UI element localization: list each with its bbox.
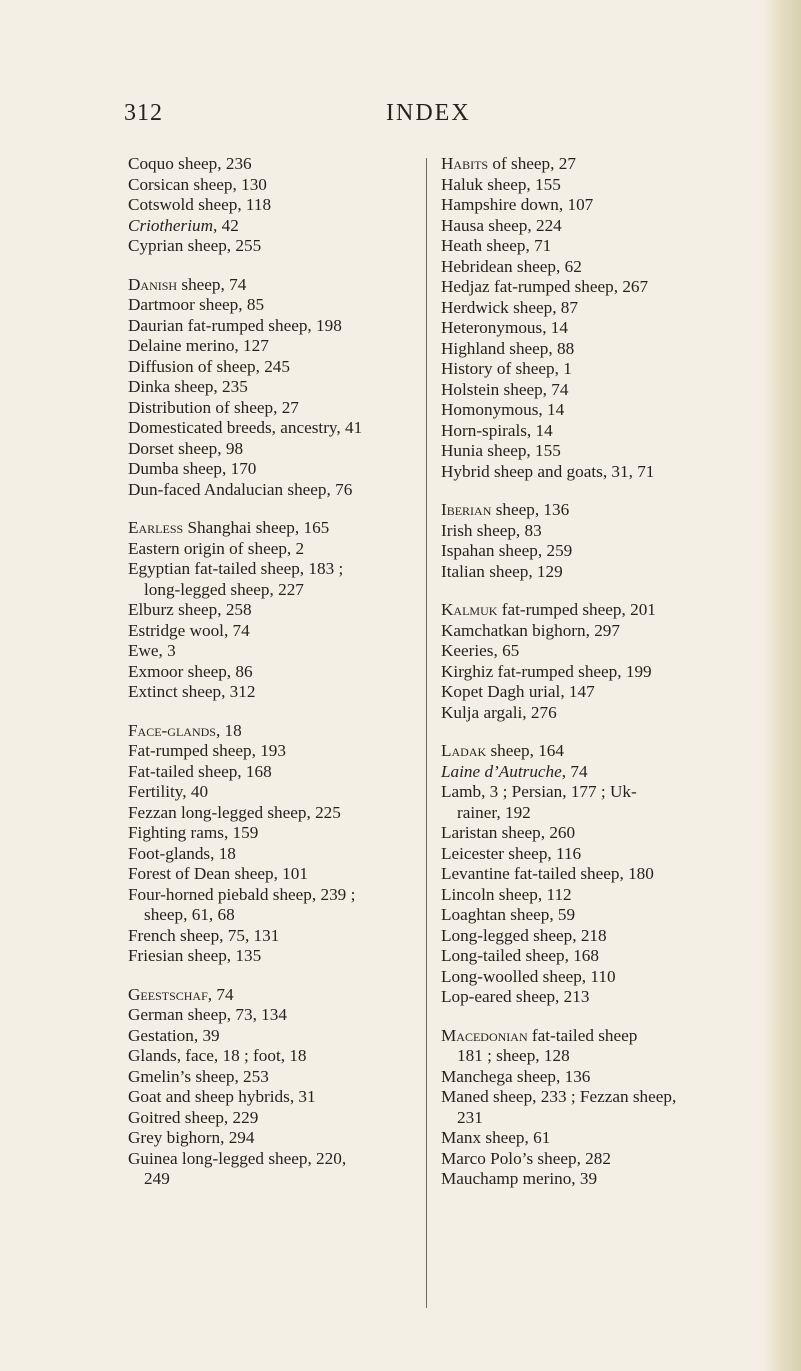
entry-text: Marco Polo’s sheep, 282 — [441, 1148, 611, 1168]
index-entry — [128, 662, 428, 683]
entry-text: Kopet Dagh urial, 147 — [441, 682, 595, 701]
entry-text: Hausa sheep, 224 — [441, 215, 562, 235]
column-divider — [426, 158, 427, 1308]
index-entry — [128, 1067, 428, 1088]
index-entry — [441, 600, 751, 621]
entry-text: Dartmoor sheep, 85 — [128, 295, 265, 314]
entry-text: Heteronymous, 14 — [441, 318, 568, 337]
index-entry — [441, 154, 751, 175]
index-entry — [128, 1005, 428, 1026]
entry-text: , 18 — [215, 720, 242, 740]
index-entry — [441, 421, 751, 442]
index-entry — [441, 987, 751, 1008]
index-entry — [441, 195, 751, 216]
index-entry — [441, 277, 751, 298]
index-letter-group — [128, 275, 428, 501]
entry-text: Eastern origin of sheep, 2 — [128, 538, 305, 558]
entry-text: Delaine merino, 127 — [128, 336, 269, 355]
entry-text: rainer, 192 — [457, 802, 531, 822]
index-entry — [128, 480, 428, 501]
index-entry — [441, 541, 751, 562]
entry-text: Shanghai sheep, 165 — [183, 518, 330, 537]
entry-text: fat-tailed sheep — [527, 1025, 638, 1045]
entry-text: , 74 — [561, 761, 588, 781]
entry-lead-word: Danish — [128, 274, 178, 294]
index-letter-group — [128, 154, 428, 257]
index-entry — [128, 926, 428, 947]
index-entry — [128, 1149, 428, 1170]
index-entry — [441, 400, 751, 421]
index-entry — [441, 641, 751, 662]
entry-text: Levantine fat-tailed sheep, 180 — [441, 864, 654, 883]
index-letter-group — [441, 500, 751, 582]
entry-text: Lamb, 3 ; Persian, 177 ; Uk- — [441, 782, 637, 801]
entry-italic-term: Laine d’Autruche — [441, 761, 562, 781]
entry-text: Kamchatkan bighorn, 297 — [441, 620, 620, 640]
index-entry — [128, 621, 428, 642]
index-entry — [441, 359, 751, 380]
entry-text: Heath sheep, 71 — [441, 236, 552, 255]
entry-text: Homonymous, 14 — [441, 400, 565, 419]
entry-text: Holstein sheep, 74 — [441, 379, 569, 399]
index-entry — [441, 236, 751, 257]
index-entry — [128, 864, 428, 885]
entry-text: sheep, 61, 68 — [144, 905, 235, 924]
index-letter-group — [128, 518, 428, 703]
index-entry — [441, 703, 751, 724]
index-entry-continuation — [441, 803, 751, 824]
entry-text: Maned sheep, 233 ; Fezzan sheep, — [441, 1087, 677, 1106]
entry-text: Laristan sheep, 260 — [441, 823, 576, 842]
index-entry — [441, 1149, 751, 1170]
page-title: INDEX — [386, 100, 471, 126]
entry-text: German sheep, 73, 134 — [128, 1005, 287, 1024]
index-entry — [128, 316, 428, 337]
index-entry — [128, 295, 428, 316]
entry-text: History of sheep, 1 — [441, 359, 572, 378]
index-entry-continuation — [441, 1108, 751, 1129]
entry-text: Fat-rumped sheep, 193 — [128, 741, 286, 760]
index-entry — [128, 1087, 428, 1108]
entry-text: Corsican sheep, 130 — [128, 174, 267, 194]
entry-text: Estridge wool, 74 — [128, 620, 250, 640]
entry-text: Highland sheep, 88 — [441, 338, 575, 358]
entry-lead-word: Earless — [128, 518, 184, 537]
entry-text: Long-woolled sheep, 110 — [441, 966, 616, 986]
entry-text: Leicester sheep, 116 — [441, 843, 582, 863]
index-entry — [128, 946, 428, 967]
entry-text: Grey bighorn, 294 — [128, 1128, 255, 1147]
index-entry — [441, 521, 751, 542]
entry-text: Irish sheep, 83 — [441, 520, 542, 540]
entry-text: Fezzan long-legged sheep, 225 — [128, 802, 341, 822]
entry-text: Dorset sheep, 98 — [128, 438, 244, 458]
entry-text: Daurian fat-rumped sheep, 198 — [128, 315, 342, 335]
index-entry — [128, 518, 428, 539]
entry-text: Cotswold sheep, 118 — [128, 195, 272, 214]
entry-text: Egyptian fat-tailed sheep, 183 ; — [128, 559, 344, 578]
entry-lead-word: Iberian — [441, 500, 492, 519]
index-entry-continuation — [441, 1046, 751, 1067]
entry-text: Goat and sheep hybrids, 31 — [128, 1087, 316, 1106]
index-entry — [128, 195, 428, 216]
entry-text: Manx sheep, 61 — [441, 1128, 551, 1147]
entry-text: Manchega sheep, 136 — [441, 1066, 591, 1086]
index-entry — [128, 721, 428, 742]
index-entry — [128, 682, 428, 703]
index-entry — [441, 441, 751, 462]
entry-text: Italian sheep, 129 — [441, 561, 563, 581]
entry-text: Lincoln sheep, 112 — [441, 884, 572, 904]
entry-lead-word: Kalmuk — [441, 600, 498, 619]
index-entry — [441, 926, 751, 947]
entry-text: sheep, 136 — [491, 500, 570, 519]
entry-text: , 74 — [207, 984, 234, 1004]
index-entry — [441, 298, 751, 319]
entry-text: Fat-tailed sheep, 168 — [128, 761, 272, 781]
entry-text: Horn-spirals, 14 — [441, 420, 553, 440]
index-entry — [128, 1108, 428, 1129]
entry-text: Long-tailed sheep, 168 — [441, 946, 599, 965]
entry-text: sheep, 164 — [486, 741, 564, 760]
entry-text: Diffusion of sheep, 245 — [128, 356, 290, 376]
index-entry — [441, 562, 751, 583]
entry-text: Gestation, 39 — [128, 1025, 220, 1045]
entry-text: Hedjaz fat-rumped sheep, 267 — [441, 277, 649, 296]
page-edge-shadow — [763, 0, 801, 1371]
page-header — [124, 100, 644, 134]
entry-lead-word: Macedonian — [441, 1025, 528, 1045]
entry-text: Kulja argali, 276 — [441, 702, 557, 722]
index-letter-group — [441, 741, 751, 1008]
index-letter-group — [128, 721, 428, 967]
entry-text: 181 ; sheep, 128 — [457, 1046, 570, 1065]
index-column-right — [441, 154, 751, 1208]
index-entry — [128, 236, 428, 257]
entry-text: Herdwick sheep, 87 — [441, 297, 578, 317]
entry-text: 249 — [144, 1169, 170, 1188]
entry-text: , 42 — [213, 215, 239, 235]
entry-text: Dinka sheep, 235 — [128, 377, 248, 396]
index-entry — [128, 600, 428, 621]
index-entry — [128, 1026, 428, 1047]
index-entry — [441, 216, 751, 237]
entry-lead-word: Face-glands — [128, 720, 216, 740]
entry-lead-word: Habits — [441, 154, 489, 173]
index-entry — [128, 1128, 428, 1149]
entry-text: Friesian sheep, 135 — [128, 946, 262, 965]
index-entry — [441, 380, 751, 401]
index-entry — [128, 782, 428, 803]
entry-text: Cyprian sheep, 255 — [128, 236, 262, 255]
index-entry — [128, 175, 428, 196]
index-entry — [128, 357, 428, 378]
index-letter-group — [441, 154, 751, 482]
index-entry — [128, 418, 428, 439]
index-entry — [441, 339, 751, 360]
index-entry — [441, 823, 751, 844]
index-entry — [128, 823, 428, 844]
entry-text: long-legged sheep, 227 — [144, 579, 304, 599]
entry-text: Loaghtan sheep, 59 — [441, 905, 576, 924]
index-entry — [441, 682, 751, 703]
index-entry — [441, 905, 751, 926]
entry-text: Fertility, 40 — [128, 782, 209, 801]
entry-text: sheep, 74 — [177, 274, 247, 294]
entry-text: Coquo sheep, 236 — [128, 154, 252, 173]
entry-text: Keeries, 65 — [441, 641, 520, 660]
index-entry — [441, 782, 751, 803]
index-entry — [128, 154, 428, 175]
entry-lead-word: Geestschaf — [128, 984, 208, 1004]
entry-text: Distribution of sheep, 27 — [128, 397, 299, 417]
index-entry — [128, 762, 428, 783]
index-entry — [128, 275, 428, 296]
entry-text: Hebridean sheep, 62 — [441, 256, 582, 276]
index-entry — [128, 559, 428, 580]
entry-text: French sheep, 75, 131 — [128, 925, 280, 945]
index-entry — [441, 946, 751, 967]
entry-text: Haluk sheep, 155 — [441, 174, 561, 194]
page-number: 312 — [124, 100, 163, 126]
entry-text: Guinea long-legged sheep, 220, — [128, 1148, 347, 1168]
entry-text: Dun-faced Andalucian sheep, 76 — [128, 479, 353, 499]
index-entry — [128, 741, 428, 762]
entry-text: Extinct sheep, 312 — [128, 682, 256, 701]
index-entry — [128, 336, 428, 357]
index-entry — [441, 318, 751, 339]
index-entry — [128, 398, 428, 419]
entry-text: fat-rumped sheep, 201 — [497, 600, 656, 619]
entry-text: Kirghiz fat-rumped sheep, 199 — [441, 661, 652, 681]
entry-text: 231 — [457, 1107, 483, 1127]
entry-text: Long-legged sheep, 218 — [441, 925, 607, 945]
index-entry — [441, 1087, 751, 1108]
index-entry — [128, 216, 428, 237]
entry-text: Elburz sheep, 258 — [128, 600, 252, 619]
index-entry — [441, 1169, 751, 1190]
index-entry — [128, 885, 428, 906]
index-entry — [441, 621, 751, 642]
index-entry — [441, 500, 751, 521]
index-entry — [128, 803, 428, 824]
index-entry — [441, 864, 751, 885]
index-entry — [441, 762, 751, 783]
index-entry — [128, 377, 428, 398]
entry-text: Ewe, 3 — [128, 641, 176, 660]
entry-lead-word: Ladak — [441, 741, 487, 760]
entry-text: Domesticated breeds, ancestry, 41 — [128, 418, 363, 437]
index-entry — [441, 844, 751, 865]
entry-text: Lop-eared sheep, 213 — [441, 987, 590, 1006]
entry-text: Dumba sheep, 170 — [128, 459, 257, 478]
index-entry — [441, 1026, 751, 1047]
entry-text: Fighting rams, 159 — [128, 823, 259, 842]
index-entry-continuation — [128, 1169, 428, 1190]
index-entry — [128, 641, 428, 662]
entry-text: Ispahan sheep, 259 — [441, 541, 573, 560]
entry-text: Hybrid sheep and goats, 31, 71 — [441, 461, 655, 481]
entry-text: Four-horned piebald sheep, 239 ; — [128, 884, 356, 904]
entry-text: Exmoor sheep, 86 — [128, 661, 253, 681]
entry-text: Forest of Dean sheep, 101 — [128, 864, 308, 883]
entry-text: of sheep, 27 — [488, 154, 576, 173]
index-entry — [128, 985, 428, 1006]
entry-text: Hampshire down, 107 — [441, 195, 594, 214]
entry-text: Foot-glands, 18 — [128, 843, 236, 863]
index-entry — [128, 439, 428, 460]
index-entry — [441, 1128, 751, 1149]
entry-text: Goitred sheep, 229 — [128, 1107, 259, 1127]
index-letter-group — [441, 1026, 751, 1190]
index-entry — [441, 885, 751, 906]
index-entry-continuation — [128, 580, 428, 601]
entry-italic-term: Criotherium — [128, 215, 213, 235]
index-letter-group — [441, 600, 751, 723]
entry-text: Mauchamp merino, 39 — [441, 1169, 598, 1188]
index-entry — [441, 257, 751, 278]
entry-text: Gmelin’s sheep, 253 — [128, 1066, 269, 1086]
index-entry-continuation — [128, 905, 428, 926]
index-entry — [441, 462, 751, 483]
index-entry — [441, 175, 751, 196]
index-entry — [128, 539, 428, 560]
index-letter-group — [128, 985, 428, 1190]
index-entry — [441, 662, 751, 683]
index-entry — [441, 741, 751, 762]
entry-text: Glands, face, 18 ; foot, 18 — [128, 1046, 307, 1065]
index-entry — [441, 967, 751, 988]
index-entry — [128, 1046, 428, 1067]
index-entry — [128, 844, 428, 865]
index-column-left — [128, 154, 428, 1208]
index-entry — [441, 1067, 751, 1088]
entry-text: Hunia sheep, 155 — [441, 441, 561, 460]
index-entry — [128, 459, 428, 480]
